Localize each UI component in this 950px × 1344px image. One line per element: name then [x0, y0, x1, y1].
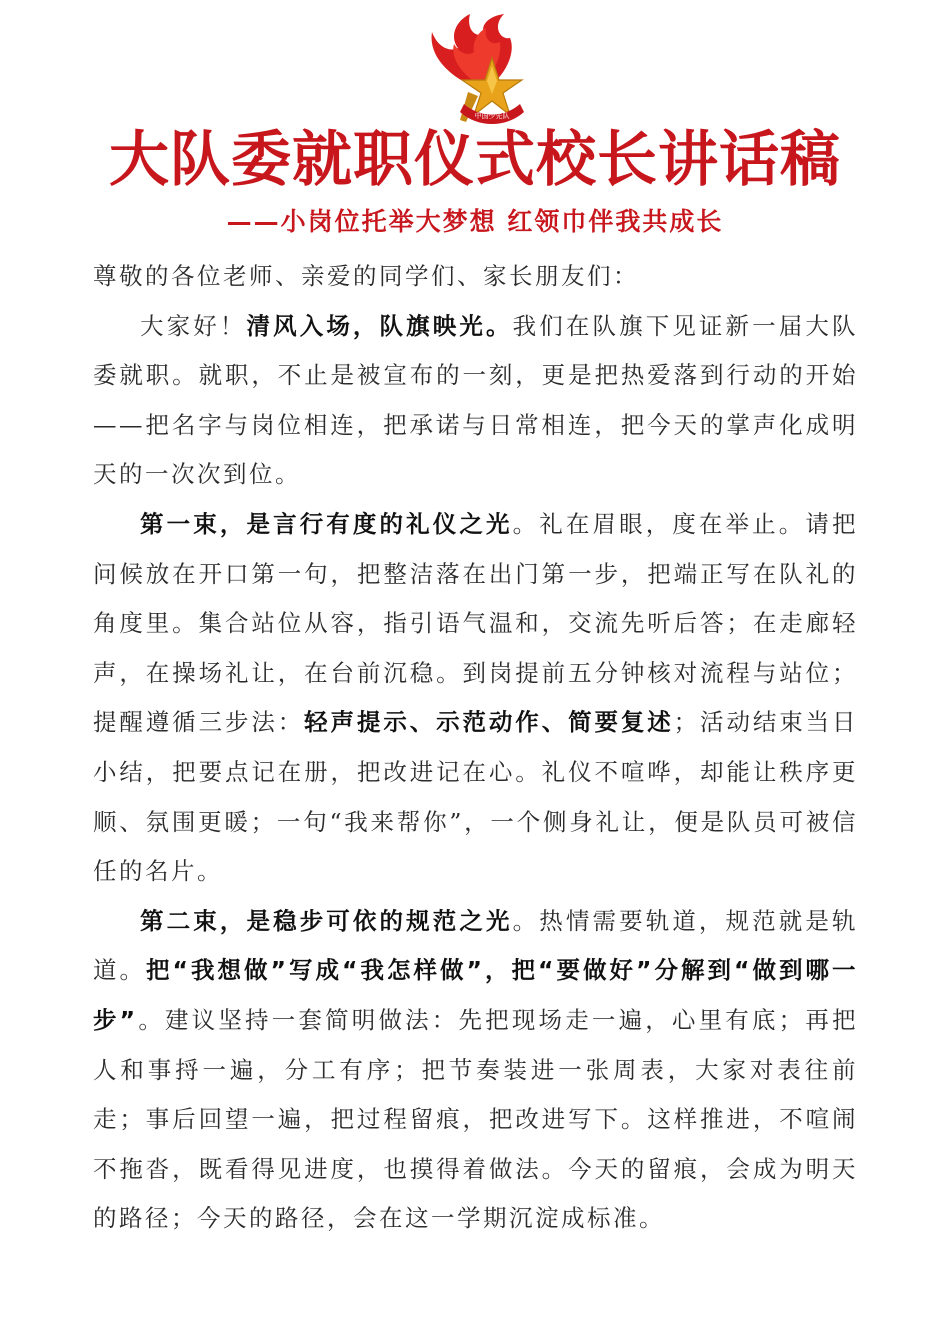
bold-segment: 清风入场，队旗映光。 [246, 311, 513, 340]
text-segment: 。礼在眉眼，度在举止。请把问候放在开口第一句，把整洁落在出门第一步，把端正写在队礼的角度里。集合站位从容，指引语气温和，交流先听后答；在走廊轻声，在操场礼让，在台前沉稳。到岗提前五分钟核对流程与站位；提醒遵循三步法： [93, 509, 859, 737]
bold-segment: 第二束，是稳步可依的规范之光 [140, 906, 513, 935]
speech-body [93, 252, 858, 1244]
bold-segment: 第一束，是言行有度的礼仪之光 [140, 509, 513, 538]
paragraph-etiquette [93, 500, 858, 897]
young-pioneers-emblem-icon [420, 8, 535, 133]
bold-segment: 把“我想做”写成“我怎样做”，把“要做好”分解到“做到哪一步” [93, 956, 858, 1034]
text-segment: 我们在队旗下见证新一届大队委就职。就职，不止是被宣布的一刻，更是把热爱落到行动的开始——把名字与岗位相连，把承诺与日常相连，把今天的掌声化成明天的一次次到位。 [93, 311, 859, 489]
paragraph-standards [93, 897, 858, 1244]
page-title: 大队委就职仪式校长讲话稿 [109, 125, 841, 195]
emblem-text: 中国少先队 [474, 112, 510, 120]
text-segment: 。热情需要轨道，规范就是轨道。 [93, 906, 859, 985]
text-segment: 。建议坚持一套简明做法：先把现场走一遍，心里有底；再把人和事捋一遍，分工有序；把节奏装进一张周表，大家对表往前走；事后回望一遍，把过程留痕，把改进写下。这样推进，不喧闹不拖沓，既看得见进度，也摸得着做法。今天的留痕，会成为明天的路径；今天的路径，会在这一学期沉淀成标准。 [93, 1005, 859, 1233]
text-segment: ；活动结束当日小结，把要点记在册，把改进记在心。礼仪不喧哗，却能让秩序更顺、氛围更暖；一句“我来帮你”，一个侧身礼让，便是队员可被信任的名片。 [93, 708, 859, 886]
text-segment: 大家好！ [140, 311, 247, 340]
page-subtitle: ——小岗位托举大梦想 红领巾伴我共成长 [226, 207, 724, 236]
bold-segment: 轻声提示、示范动作、简要复述 [304, 708, 674, 737]
greeting: 尊敬的各位老师、亲爱的同学们、家长朋友们： [93, 262, 639, 290]
paragraph-opening [93, 302, 858, 500]
